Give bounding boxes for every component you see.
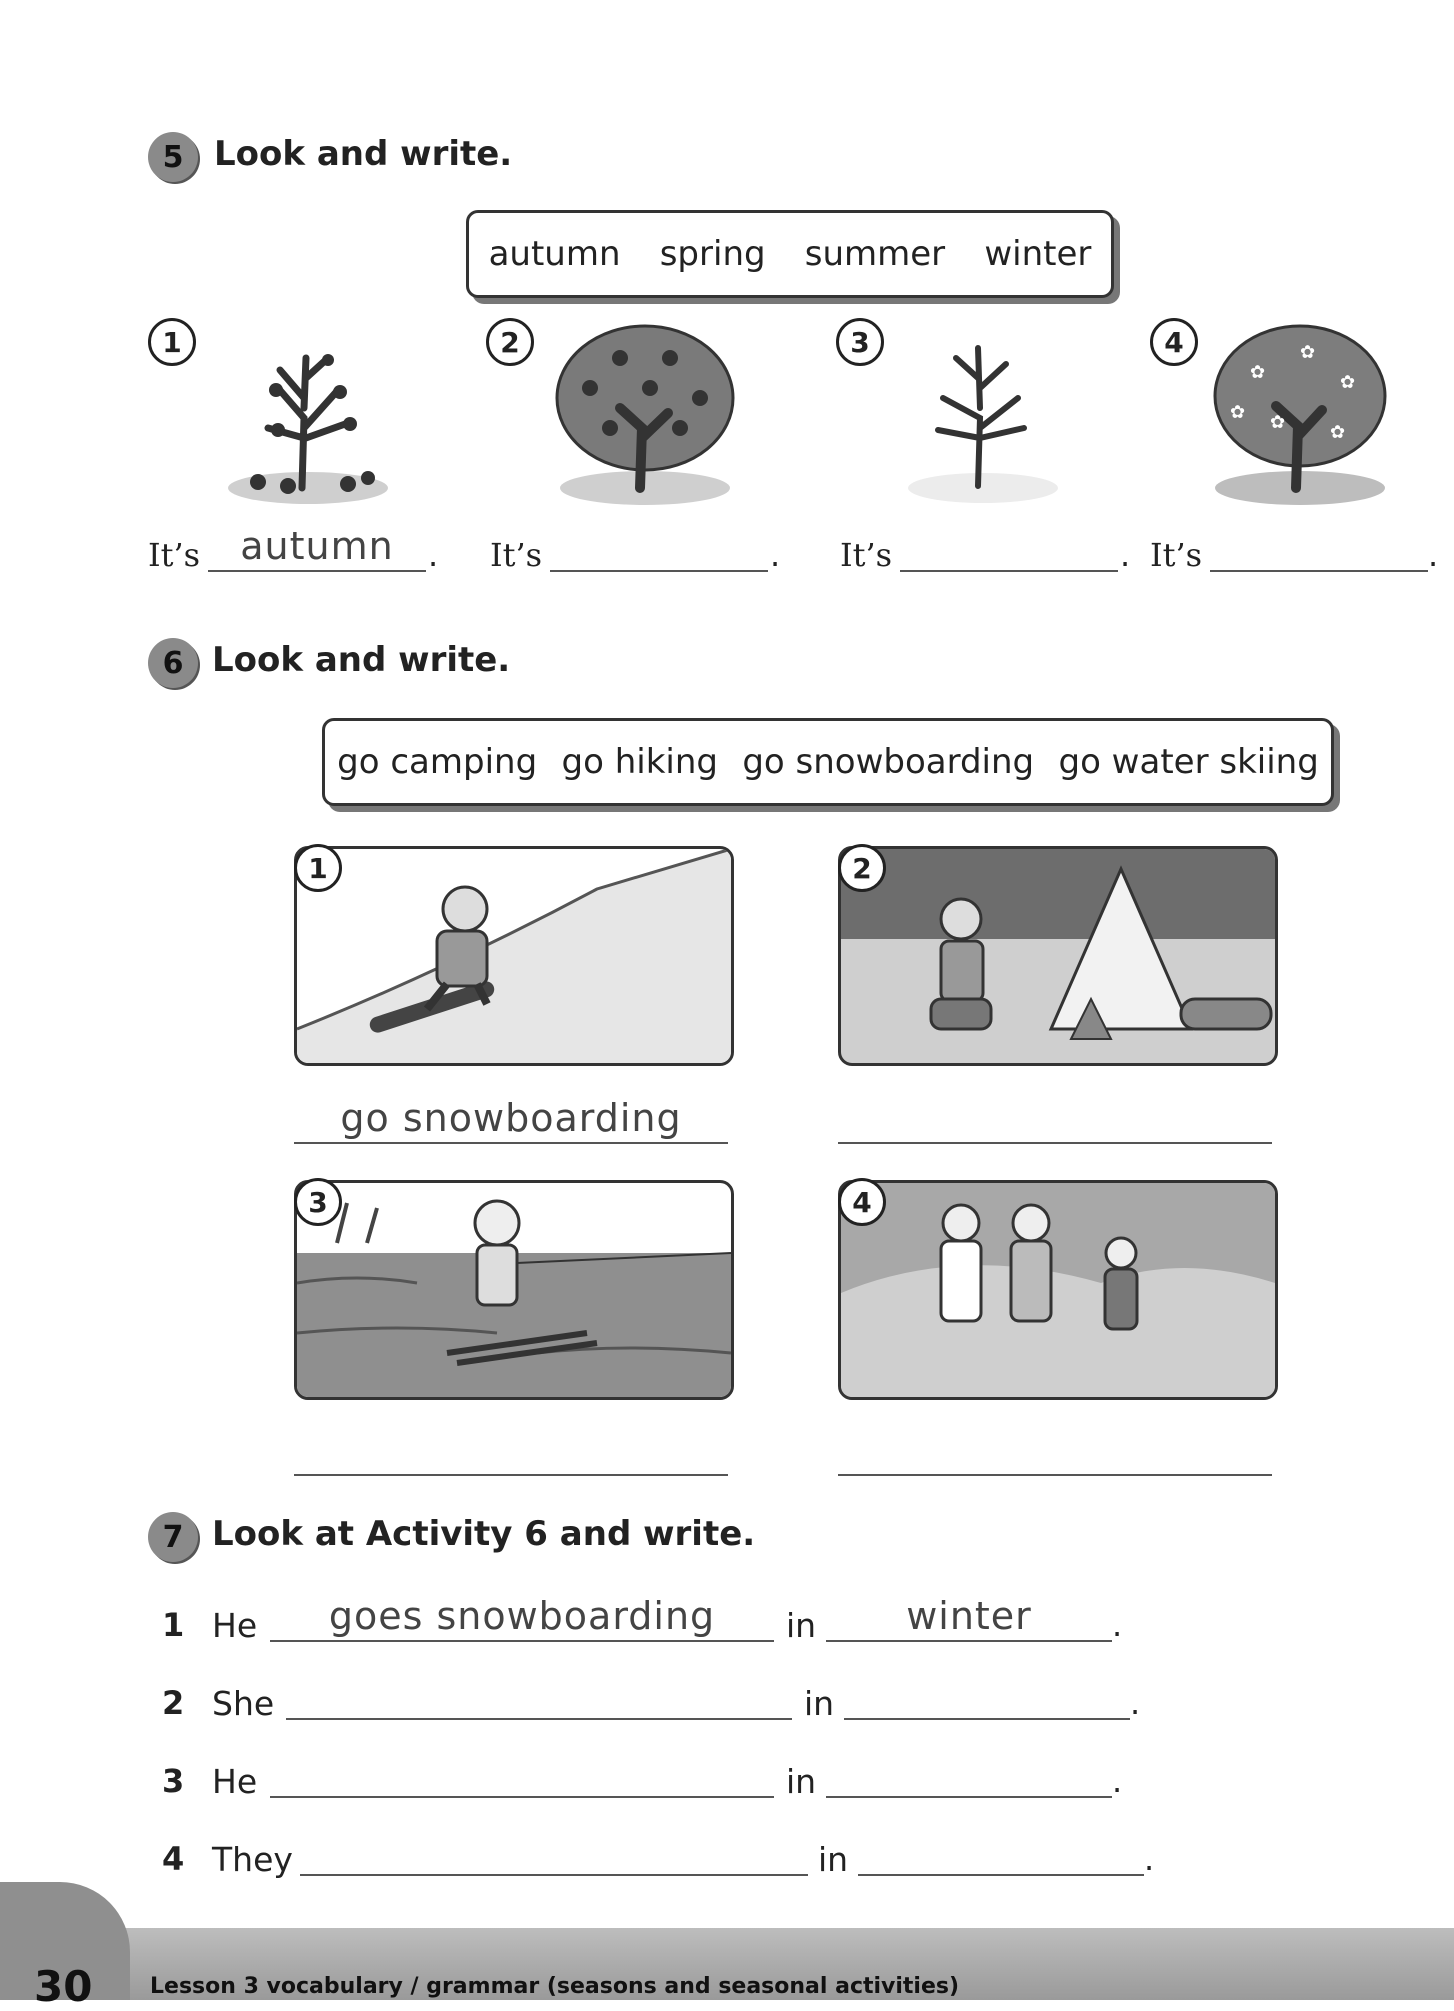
sentence-subject: He [212, 1606, 258, 1645]
winter-tree-icon [898, 318, 1068, 508]
connector-in: in [786, 1606, 817, 1645]
word-bank-item: go snowboarding [742, 742, 1035, 782]
svg-text:✿: ✿ [1250, 362, 1266, 383]
word-bank-item: go hiking [561, 742, 718, 782]
its-label: It’s [840, 536, 893, 574]
answer-text[interactable]: goes snowboarding [328, 1594, 716, 1638]
sentence-subject: They [212, 1840, 293, 1879]
activity-5-title: Look and write. [214, 134, 513, 174]
answer-text[interactable]: winter [906, 1594, 1032, 1638]
answer-line[interactable] [838, 1142, 1272, 1144]
sentence-subject: She [212, 1684, 275, 1723]
spring-tree-icon [1210, 318, 1390, 508]
summer-tree-icon [550, 318, 740, 508]
picture-number: 3 [294, 1178, 342, 1226]
svg-text:✿: ✿ [1230, 402, 1246, 423]
its-label: It’s [490, 536, 543, 574]
sentence-number: 2 [162, 1684, 185, 1722]
camping-picture [838, 846, 1278, 1066]
word-bank-item: go camping [337, 742, 538, 782]
activity-5-number: 5 [148, 132, 198, 182]
picture-number: 4 [838, 1178, 886, 1226]
answer-line [294, 1142, 728, 1144]
answer-line[interactable] [858, 1874, 1144, 1876]
activity-7-number: 7 [148, 1512, 198, 1562]
connector-in: in [786, 1762, 817, 1801]
svg-text:✿: ✿ [1330, 422, 1346, 443]
item-number: 1 [148, 318, 196, 366]
its-label: It’s [1150, 536, 1203, 574]
item-number: 4 [1150, 318, 1198, 366]
period: . [428, 536, 439, 574]
activity-6-word-bank [322, 718, 1334, 806]
item-number: 3 [836, 318, 884, 366]
svg-text:✿: ✿ [1300, 342, 1316, 363]
activity-6-number: 6 [148, 638, 198, 688]
answer-line[interactable] [838, 1474, 1272, 1476]
word-bank-item: go water skiing [1058, 742, 1319, 782]
period: . [1144, 1840, 1155, 1878]
activity-7-title: Look at Activity 6 and write. [212, 1514, 756, 1554]
answer-text[interactable]: autumn [240, 524, 394, 568]
period: . [1112, 1606, 1123, 1644]
activity-5-word-bank [466, 210, 1114, 298]
water-skiing-picture [294, 1180, 734, 1400]
connector-in: in [818, 1840, 849, 1879]
answer-line[interactable] [300, 1874, 808, 1876]
page-number: 30 [34, 1962, 93, 2011]
footer-lesson-text: Lesson 3 vocabulary / grammar (seasons and seasonal activities) [150, 1974, 960, 1999]
sentence-subject: He [212, 1762, 258, 1801]
period: . [1120, 536, 1131, 574]
answer-line [826, 1640, 1112, 1642]
item-number: 2 [486, 318, 534, 366]
period: . [770, 536, 781, 574]
its-label: It’s [148, 536, 201, 574]
picture-number: 2 [838, 844, 886, 892]
answer-line[interactable] [286, 1718, 792, 1720]
answer-text[interactable]: go snowboarding [340, 1096, 682, 1140]
word-bank-item: autumn [488, 234, 621, 274]
word-bank-item: summer [804, 234, 946, 274]
svg-text:✿: ✿ [1340, 372, 1356, 393]
answer-line [270, 1640, 774, 1642]
period: . [1130, 1684, 1141, 1722]
word-bank-item: spring [659, 234, 766, 274]
activity-6-title: Look and write. [212, 640, 511, 680]
answer-line[interactable] [270, 1796, 774, 1798]
period: . [1428, 536, 1439, 574]
sentence-number: 3 [162, 1762, 185, 1800]
period: . [1112, 1762, 1123, 1800]
answer-line[interactable] [550, 570, 768, 572]
word-bank-item: winter [984, 234, 1092, 274]
answer-line[interactable] [900, 570, 1118, 572]
autumn-tree-icon [218, 318, 398, 508]
answer-line[interactable] [1210, 570, 1428, 572]
answer-line[interactable] [844, 1718, 1130, 1720]
sentence-number: 4 [162, 1840, 185, 1878]
sentence-number: 1 [162, 1606, 185, 1644]
connector-in: in [804, 1684, 835, 1723]
hiking-picture [838, 1180, 1278, 1400]
answer-line[interactable] [294, 1474, 728, 1476]
svg-text:✿: ✿ [1270, 412, 1286, 433]
answer-line[interactable] [826, 1796, 1112, 1798]
snowboarding-picture [294, 846, 734, 1066]
picture-number: 1 [294, 844, 342, 892]
answer-line [208, 570, 426, 572]
